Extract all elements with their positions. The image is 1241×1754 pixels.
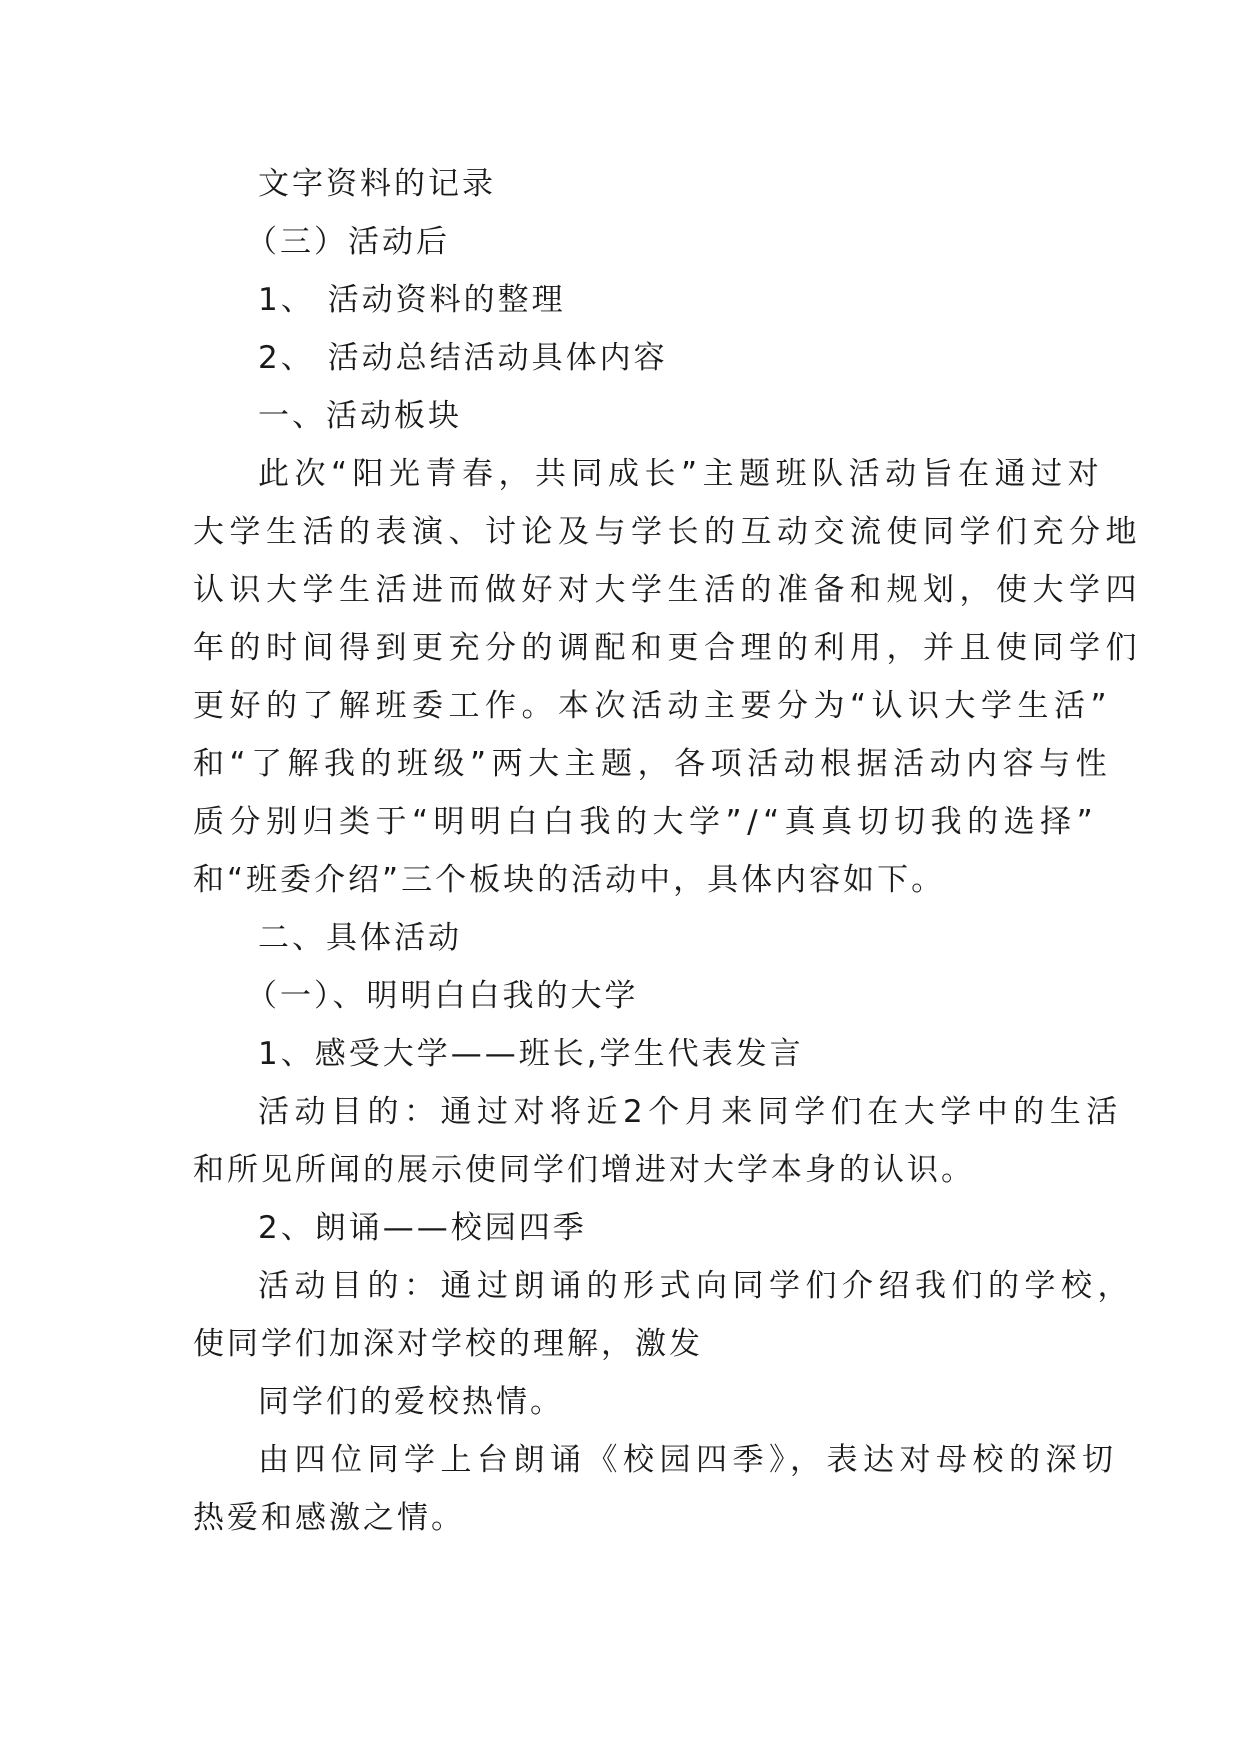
paragraph-line: 认识大学生活进而做好对大学生活的准备和规划，使大学四 xyxy=(193,572,1142,608)
paragraph-line: 更好的了解班委工作。本次活动主要分为“认识大学生活” xyxy=(193,688,1113,724)
section-heading: 二、具体活动 xyxy=(258,920,462,956)
paragraph-line: 质分别归类于“明明白白我的大学”/“真真切切我的选择” xyxy=(193,804,1099,840)
paragraph-line: 使同学们加深对学校的理解，激发 xyxy=(193,1326,703,1362)
list-item: 1、 活动资料的整理 xyxy=(258,282,566,318)
paragraph-line: 由四位同学上台朗诵《校园四季》，表达对母校的深切 xyxy=(258,1442,1119,1478)
section-heading: 一、活动板块 xyxy=(258,398,462,434)
paragraph-line: 文字资料的记录 xyxy=(258,166,496,202)
section-heading: （三）活动后 xyxy=(246,224,450,260)
paragraph-line: 和所见所闻的展示使同学们增进对大学本身的认识。 xyxy=(193,1152,975,1188)
paragraph-line: 同学们的爱校热情。 xyxy=(258,1384,564,1420)
paragraph-line: 年的时间得到更充分的调配和更合理的利用，并且使同学们 xyxy=(193,630,1142,666)
list-item: 2、朗诵——校园四季 xyxy=(258,1210,587,1246)
list-item: 1、感受大学——班长,学生代表发言 xyxy=(258,1036,804,1072)
paragraph-line: 活动目的：通过对将近2个月来同学们在大学中的生活 xyxy=(258,1094,1123,1130)
paragraph-line: 此次“阳光青春，共同成长”主题班队活动旨在通过对 xyxy=(258,456,1105,492)
paragraph-line: 和“了解我的班级”两大主题，各项活动根据活动内容与性 xyxy=(193,746,1113,782)
paragraph-line: 活动目的：通过朗诵的形式向同学们介绍我们的学校， xyxy=(258,1268,1134,1304)
paragraph-line: 大学生活的表演、讨论及与学长的互动交流使同学们充分地 xyxy=(193,514,1142,550)
list-item: 2、 活动总结活动具体内容 xyxy=(258,340,668,376)
paragraph-line: 和“班委介绍”三个板块的活动中，具体内容如下。 xyxy=(193,862,946,898)
section-heading: （一）、明明白白我的大学 xyxy=(246,978,639,1014)
paragraph-line: 热爱和感激之情。 xyxy=(193,1500,465,1536)
